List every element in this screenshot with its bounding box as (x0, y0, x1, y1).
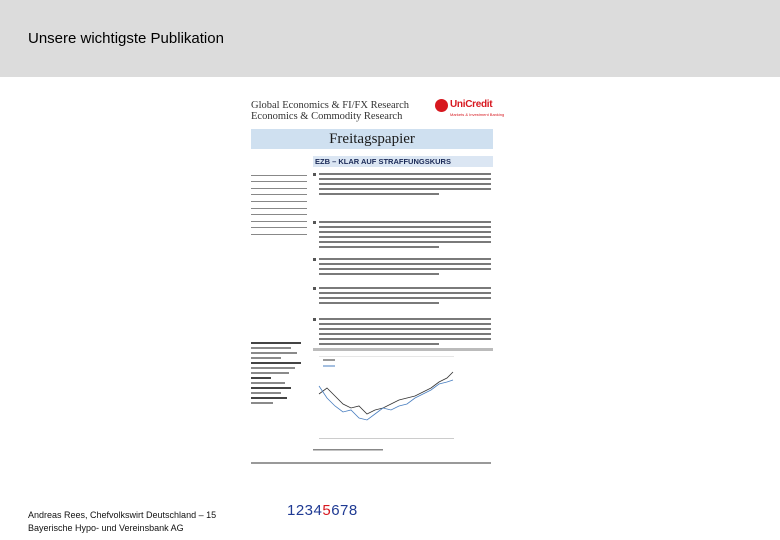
text-line (319, 246, 439, 248)
unicredit-logo (435, 99, 505, 125)
slide-header-bar (0, 0, 780, 77)
text-line (319, 188, 491, 190)
text-line (319, 236, 491, 238)
text-line (319, 318, 491, 320)
text-line (319, 268, 491, 270)
text-line (319, 173, 491, 175)
text-line (319, 193, 439, 195)
contact-block (251, 342, 307, 407)
text-line (319, 263, 491, 265)
text-line (319, 221, 491, 223)
text-line (319, 292, 491, 294)
text-line (319, 178, 491, 180)
text-line (319, 302, 439, 304)
text-line (319, 258, 491, 260)
text-line (319, 231, 491, 233)
text-line (319, 183, 491, 185)
publication-header (251, 100, 409, 122)
topic-headline: EZB – KLAR AUF STRAFFUNGSKURS (315, 157, 451, 166)
text-line (319, 241, 491, 243)
bullet-marker (313, 318, 316, 321)
text-line (319, 323, 491, 325)
publication-page-thumbnail (249, 98, 505, 470)
text-line (319, 328, 491, 330)
text-line (319, 273, 439, 275)
publication-title-band (251, 129, 493, 149)
bullet-marker (313, 173, 316, 176)
text-line (319, 338, 491, 340)
publication-title: Freitagspapier (329, 131, 415, 147)
publication-chart-thumbnail (313, 348, 493, 456)
publication-header-line1: Global Economics & FI/FX Research (251, 100, 410, 111)
footer-bank: Bayerische Hypo- und Vereinsbank AG (28, 523, 184, 533)
topic-headline-band (313, 156, 493, 167)
table-of-contents (251, 170, 307, 236)
text-line (319, 287, 491, 289)
publication-footer-line (251, 462, 491, 464)
text-line (319, 333, 491, 335)
bullet-marker (313, 287, 316, 290)
brand-subtitle: Markets & Investment Banking (450, 112, 505, 117)
brand-name: UniCredit (450, 99, 493, 110)
bullet-marker (313, 258, 316, 261)
unicredit-logo-icon (435, 99, 448, 112)
bullet-marker (313, 221, 316, 224)
text-line (319, 297, 491, 299)
footer-author: Andreas Rees, Chefvolkswirt Deutschland – 15 (28, 510, 217, 520)
page-number: 12345678 (287, 502, 358, 519)
slide-title: Unsere wichtigste Publikation (28, 30, 224, 47)
text-line (319, 226, 491, 228)
text-line (319, 343, 439, 345)
publication-header-line2: Economics & Commodity Research (251, 111, 403, 122)
